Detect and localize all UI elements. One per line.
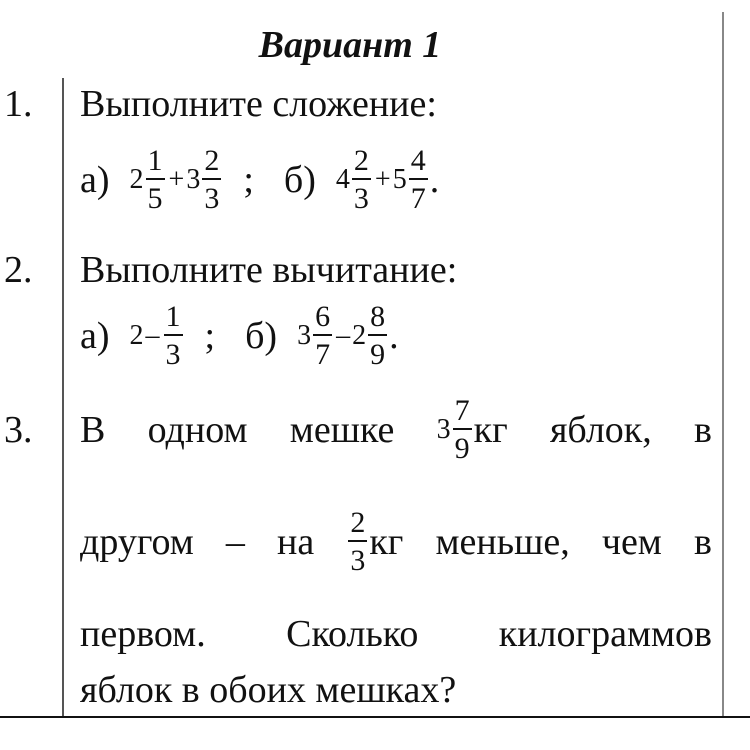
task-1b-whole-1: 4 [335, 163, 350, 195]
task-2a-fraction [164, 302, 183, 370]
numerator: 8 [370, 300, 386, 333]
task-1-end: . [429, 158, 440, 201]
task-1b-fraction-2 [409, 146, 428, 214]
task-3-number: 3. [4, 409, 33, 451]
table-divider-right [722, 12, 724, 718]
word: Сколько [286, 613, 419, 655]
numerator: 2 [350, 506, 366, 539]
word: кг [369, 520, 404, 563]
fraction [453, 396, 472, 464]
table-divider-left [62, 78, 64, 716]
word: в [694, 408, 712, 451]
task-1-separator: ; [243, 158, 254, 201]
denominator: 9 [454, 431, 470, 465]
denominator: 3 [204, 181, 220, 215]
numerator: 6 [315, 300, 331, 333]
word: чем [601, 520, 662, 563]
task-1b-fraction-1 [352, 146, 371, 214]
variant-title: Вариант 1 [258, 24, 442, 66]
numerator: 2 [204, 144, 220, 177]
word: – [225, 520, 245, 563]
task-2a-whole: 2 [129, 319, 144, 351]
task-1a-fraction-2 [202, 146, 221, 214]
task-1a-operator: + [168, 163, 185, 195]
numerator: 7 [454, 394, 470, 427]
task-2a-operator: – [145, 319, 160, 351]
task-1a-whole-2: 3 [186, 163, 201, 195]
denominator: 3 [165, 337, 181, 371]
numerator: 1 [165, 300, 181, 333]
numerator: 1 [147, 144, 163, 177]
task-1-expressions [80, 146, 439, 214]
numerator: 4 [410, 144, 426, 177]
task-1b-whole-2: 5 [392, 163, 407, 195]
word: одном [147, 408, 248, 451]
task-1-heading: Выполните сложение: [80, 83, 437, 125]
task-3-line-4: яблок в обоих мешках? [80, 669, 457, 711]
task-3-line-2 [80, 508, 712, 576]
denominator: 3 [353, 181, 369, 215]
task-1-number: 1. [4, 83, 33, 125]
denominator: 5 [147, 181, 163, 215]
word: на [277, 520, 315, 563]
task-1a-fraction-1 [146, 146, 165, 214]
task-2-label-b: б) [245, 314, 278, 357]
denominator: 7 [315, 337, 331, 371]
mixed-number [437, 396, 508, 464]
word: килограммов [498, 613, 712, 655]
word: яблок, [549, 408, 652, 451]
task-1-label-a: а) [80, 158, 110, 201]
task-2b-whole-1: 3 [297, 319, 312, 351]
task-2b-fraction-2 [368, 302, 387, 370]
word: мешке [289, 408, 395, 451]
task-2-number: 2. [4, 249, 33, 291]
task-3-line-3 [80, 612, 712, 656]
fraction [348, 508, 367, 576]
task-2-separator: ; [204, 314, 216, 357]
word: другом [80, 520, 194, 563]
fraction-with-unit [346, 508, 403, 576]
task-2-label-a: а) [80, 314, 110, 357]
task-3-line-1 [80, 396, 712, 464]
numerator: 2 [353, 144, 369, 177]
denominator: 9 [370, 337, 386, 371]
task-1a-whole-1: 2 [129, 163, 144, 195]
denominator: 7 [410, 181, 426, 215]
word: в [693, 520, 712, 563]
table-bottom-border [0, 716, 750, 718]
word: кг [473, 408, 508, 451]
task-1b-operator: + [374, 163, 391, 195]
word: первом. [80, 613, 206, 655]
word: В [80, 408, 106, 451]
task-2b-whole-2: 2 [352, 319, 367, 351]
denominator: 3 [350, 543, 366, 577]
task-1-label-b: б) [283, 158, 316, 201]
task-2-heading: Выполните вычитание: [80, 249, 458, 291]
task-2b-operator: – [336, 319, 351, 351]
task-2-expressions [80, 302, 399, 370]
whole: 3 [436, 413, 451, 445]
task-2-end: . [389, 314, 399, 357]
task-2b-fraction-1 [313, 302, 332, 370]
word: меньше, [435, 520, 570, 563]
